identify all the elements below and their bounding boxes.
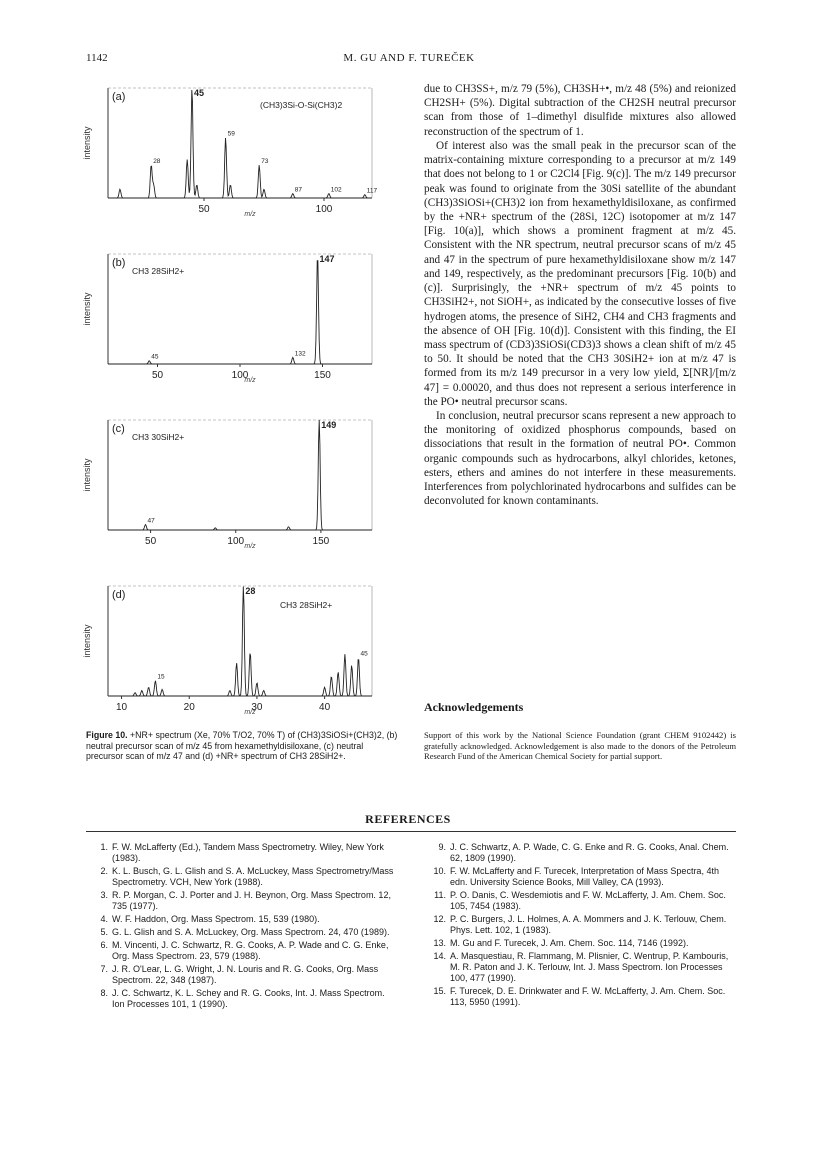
x-tick-label: 20 (183, 702, 195, 713)
reference-text: F. W. McLafferty (Ed.), Tandem Mass Spectrometry. Wiley, New York (1983). (112, 842, 384, 863)
reference-text: G. L. Glish and S. A. McLuckey, Org. Mass Spectrom. 24, 470 (1989). (112, 926, 390, 937)
panel-label: (c) (112, 423, 125, 435)
reference-text: A. Masquestiau, R. Flammang, M. Plisnier, C. Wentrup, P. Kambouris, M. R. Paton and J. K. Terlouw, Int. J. Mass Spectrom. Ion Processes 100, 477 (1990). (450, 950, 729, 983)
references-heading: REFERENCES (365, 812, 451, 826)
reference-item (86, 890, 398, 912)
x-axis-label: m/z (244, 709, 256, 716)
reference-number: 10. (433, 865, 446, 876)
reference-number: 6. (100, 939, 108, 950)
peak-label: 132 (294, 350, 306, 358)
peak-label: 28 (245, 586, 256, 596)
figure-caption-text: +NR+ spectrum (Xe, 70% T/O2, 70% T) of (CH3)3SiOSi+(CH3)2, (b) neutral precursor scan of m/z 45 from hexamethyldisiloxane, (c) neutral precursor scan of m/z 47 and (d) +NR+ spectrum of CH3 28SiH2+. (86, 730, 398, 762)
running-head: M. GU AND F. TUREČEK (343, 52, 475, 64)
reference-text: J. R. O'Lear, L. G. Wright, J. N. Louris and R. G. Cooks, Org. Mass Spectrom. 22, 348 (1987). (112, 963, 379, 985)
reference-number: 2. (100, 865, 108, 876)
reference-item (424, 938, 736, 949)
spectrum-plot (80, 80, 380, 230)
peak-label: 59 (227, 130, 235, 138)
panel-annotation: CH3 28SiH2+ (132, 266, 185, 276)
y-axis-label: intensity (82, 126, 92, 160)
reference-item (86, 866, 398, 888)
reference-item (86, 927, 398, 938)
reference-number: 8. (100, 987, 108, 998)
reference-text: W. F. Haddon, Org. Mass Spectrom. 15, 539 (1980). (112, 913, 320, 924)
reference-text: P. O. Danis, C. Wesdemiotis and F. W. McLafferty, J. Am. Chem. Soc. 105, 7454 (1983). (450, 889, 726, 911)
figure-panel-a (80, 80, 380, 230)
reference-number: 11. (434, 889, 446, 900)
spectrum-plot (80, 246, 380, 396)
panel-annotation: CH3 30SiH2+ (132, 432, 185, 442)
reference-number: 12. (433, 913, 446, 924)
x-tick-label: 30 (251, 702, 263, 713)
acknowledgements-text: Support of this work by the National Science Foundation (grant CHEM 9102442) is gratefully acknowledged. Acknowledgement is also made to the donors of the Petroleum Research Fund of the American Chemical Society for partial support. (424, 730, 736, 762)
peak-label: 73 (261, 158, 269, 165)
peak-label: 87 (294, 186, 303, 194)
peak-label: 15 (157, 673, 165, 681)
x-axis-label: m/z (244, 377, 256, 384)
x-tick-label: 150 (314, 370, 331, 381)
spectrum-trace (108, 261, 372, 364)
reference-item (424, 890, 736, 912)
figure-caption-label: Figure 10. (86, 730, 128, 740)
peak-label: 28 (153, 158, 161, 165)
x-tick-label: 150 (312, 536, 330, 547)
reference-item (86, 964, 398, 986)
reference-number: 7. (100, 963, 108, 974)
x-axis-label: m/z (244, 543, 256, 550)
reference-text: K. L. Busch, G. L. Glish and S. A. McLuckey, Mass Spectrometry/Mass Spectrometry. VCH, New York (1988). (112, 865, 394, 887)
peak-label: 45 (194, 88, 205, 98)
x-tick-label: 100 (227, 536, 245, 547)
y-axis-label: intensity (82, 292, 92, 326)
reference-number: 3. (100, 889, 108, 900)
reference-item (86, 914, 398, 925)
peak-label: 147 (319, 254, 335, 264)
panel-label: (b) (112, 257, 126, 269)
references-right-column (424, 842, 736, 1010)
spectrum-plot (80, 578, 380, 728)
y-axis-label: intensity (82, 624, 92, 658)
reference-text: F. Turecek, D. E. Drinkwater and F. W. McLafferty, J. Am. Chem. Soc. 113, 5950 (1991). (450, 985, 726, 1007)
reference-text: J. C. Schwartz, A. P. Wade, C. G. Enke and R. G. Cooks, Anal. Chem. 62, 1809 (1990). (450, 842, 729, 863)
reference-item (424, 986, 736, 1008)
peak-label: 47 (147, 517, 155, 525)
reference-number: 4. (100, 913, 108, 924)
reference-item (86, 940, 398, 962)
reference-item (424, 951, 736, 984)
reference-number: 14. (433, 950, 446, 961)
panel-label: (a) (112, 91, 126, 103)
reference-item (424, 842, 736, 864)
x-tick-label: 10 (115, 702, 128, 713)
body-paragraph: Of interest also was the small peak in the precursor scan of the matrix-containing mixture corresponding to a precursor at m/z 149 that does not belong to 1 or C2Cl4 [Fig. 9(c)]. The m/z 149 precursor peak was found to originate from the 30Si satellite of the abundant (CH3)3SiOSi+(CH3)2 ion from hexamethyldisiloxane, as confirmed by the +NR+ spectrum of the (28Si, 12C) isotopomer at m/z 147 [Fig. 10(a)], which shows a prominent fragment at m/z 45. Consistent with the NR spectrum, neutral precursor scans of m/z 45 and 47 in the spectrum of pure hexamethyldisiloxane show m/z 147 and 149, respectively, as the predominant precursors [Fig. 10(b) and (c)]. Surprisingly, the +NR+ spectrum of m/z 45 points to CH3SiH2+, not SiOH+, as indicated by the consecutive losses of five hydrogen atoms, the presence of SiH2, CH4 and CH3 fragments and the absence of OH [Fig. 10(d)]. Consistent with this finding, the EI mass spectrum of (CD3)3SiOSi(CD3)3 shows a clean shift of m/z 45 to 50. It should be noted that the CH3 30SiH2+ ion at m/z 47 is formed from its m/z 149 precursor in a very low yield, Σ[NR]/[m/z 47] = 0.00020, and thus does not represent a serious interference in the PO• neutral precursor scans. (424, 139, 736, 408)
x-tick-label: 50 (151, 370, 164, 381)
figure-panel-c (80, 412, 380, 562)
reference-number: 15. (433, 985, 446, 996)
acknowledgements-heading: Acknowledgements (424, 700, 524, 714)
reference-number: 1. (100, 842, 108, 852)
panel-label: (d) (112, 589, 126, 601)
spectrum-plot (80, 412, 380, 562)
panel-annotation: (CH3)3Si-O-Si(CH3)2 (260, 100, 343, 110)
figure-panel-d (80, 578, 380, 728)
reference-text: R. P. Morgan, C. J. Porter and J. H. Beynon, Org. Mass Spectrom. 12, 735 (1977). (112, 889, 391, 911)
x-axis-label: m/z (244, 211, 256, 218)
x-tick-label: 40 (319, 702, 331, 713)
spectrum-trace (108, 587, 372, 697)
reference-number: 9. (438, 842, 446, 852)
x-tick-label: 100 (231, 370, 249, 381)
panel-annotation: CH3 28SiH2+ (280, 600, 333, 610)
figure-10 (80, 80, 400, 720)
peak-label: 45 (151, 353, 159, 361)
x-tick-label: 50 (145, 536, 157, 547)
x-tick-label: 100 (315, 204, 333, 215)
y-axis-label: intensity (82, 458, 92, 492)
reference-number: 13. (433, 937, 446, 948)
reference-text: F. W. McLafferty and F. Turecek, Interpretation of Mass Spectra, 4th edn. University Science Books, Mill Valley, CA (1993). (450, 865, 719, 887)
reference-item (86, 988, 398, 1010)
page-header (86, 52, 732, 68)
reference-number: 5. (100, 926, 108, 937)
reference-text: J. C. Schwartz, K. L. Schey and R. G. Cooks, Int. J. Mass Spectrom. Ion Processes 101, 1 (1990). (112, 987, 385, 1009)
page-number: 1142 (86, 52, 108, 64)
figure-caption (86, 730, 398, 762)
references-rule (86, 831, 736, 832)
reference-text: M. Gu and F. Turecek, J. Am. Chem. Soc. 114, 7146 (1992). (450, 937, 689, 948)
peak-label: 117 (366, 187, 378, 195)
body-paragraph: In conclusion, neutral precursor scans represent a new approach to the monitoring of oxidized phosphorus compounds, based on dissociations that result in the formation of neutral PO•. Common organic compounds such as hydrocarbons, alkyl chlorides, ketones, esters, ethers and amines do not interfere in these measurements. Interferences from polychlorinated hydrocarbons and sulfides can be deconvoluted for known contaminants. (424, 410, 736, 508)
body-paragraph: due to CH3SS+, m/z 79 (5%), CH3SH+•, m/z 48 (5%) and reionized CH2SH+ (5%). Digital subtraction of the CH2SH neutral precursor scan from those of 1–dimethyl disulfide mixtures also allowed reconstruction of the spectrum of 1. (424, 83, 736, 138)
reference-text: P. C. Burgers, J. L. Holmes, A. A. Mommers and J. K. Terlouw, Chem. Phys. Lett. 102, 1 (1983). (450, 913, 727, 935)
body-text (424, 82, 736, 509)
peak-label: 149 (321, 420, 337, 430)
references-left-column (86, 842, 398, 1012)
x-tick-label: 50 (198, 204, 210, 215)
reference-item (424, 866, 736, 888)
reference-text: M. Vincenti, J. C. Schwartz, R. G. Cooks, A. P. Wade and C. G. Enke, Org. Mass Spectrom. 23, 579 (1988). (112, 939, 389, 961)
peak-label: 102 (330, 186, 342, 194)
reference-item (86, 842, 398, 864)
reference-item (424, 914, 736, 936)
figure-panel-b (80, 246, 380, 396)
peak-label: 45 (360, 650, 368, 658)
